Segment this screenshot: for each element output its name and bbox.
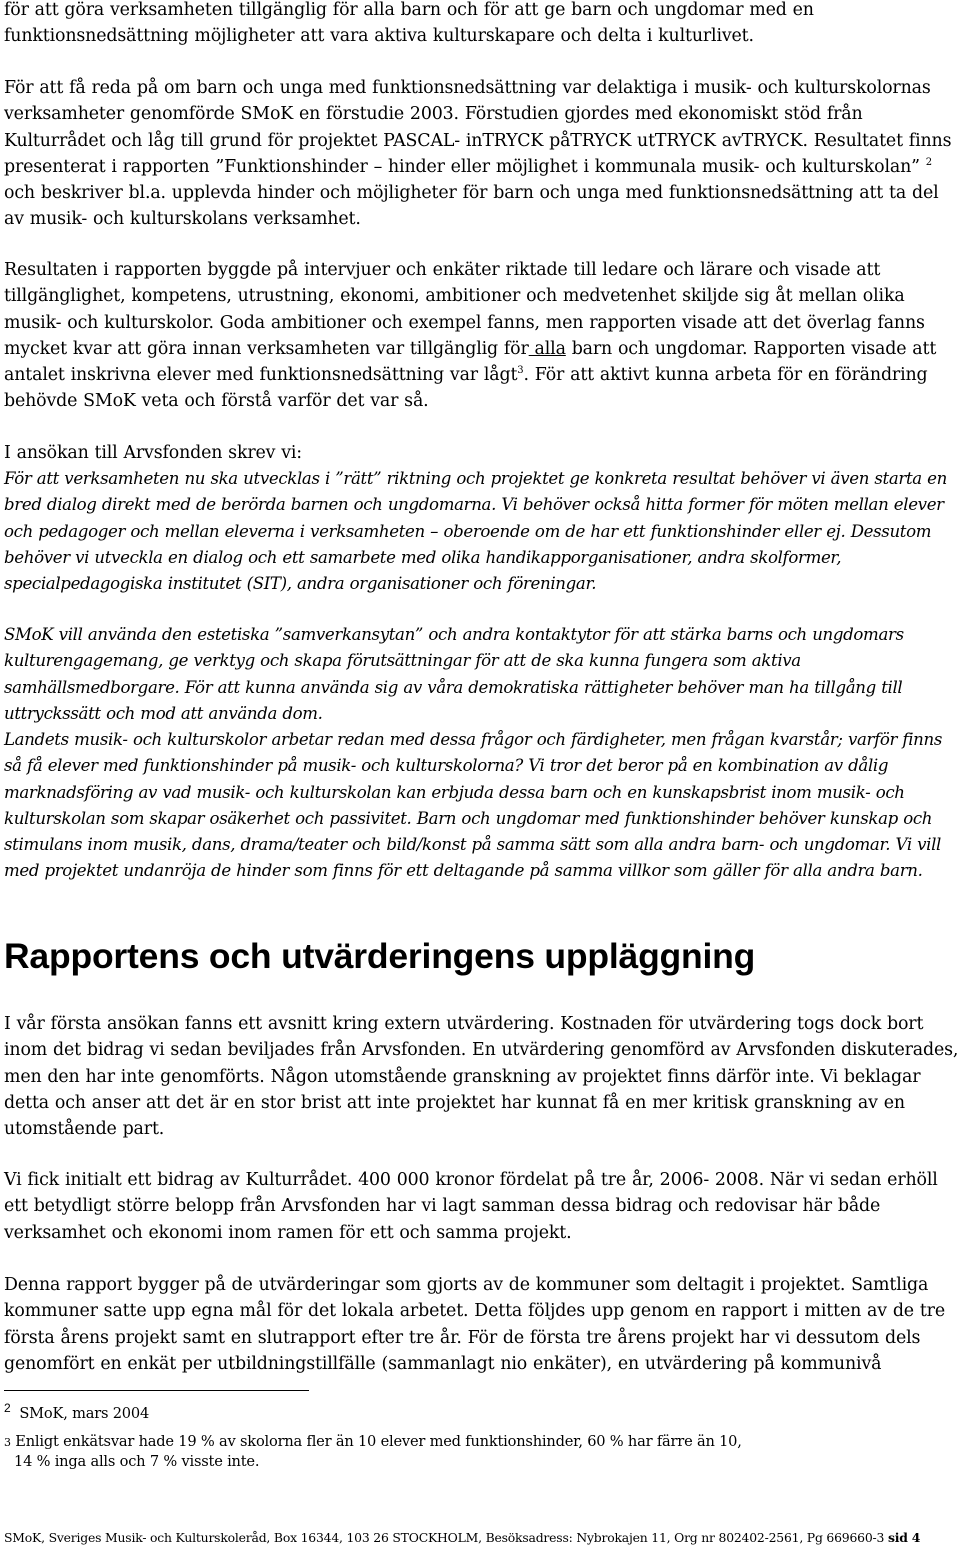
paragraph-rapport: Denna rapport bygger på de utvärderingar som gjorts av de kommuner som deltagit i projektet. Samtliga kommuner satte upp egna mål för det lokala arbetet. Detta följdes upp genom en rapport i mitten av de tre första årens projekt samt en slutrapport efter tre år. För de första tre årens projekt har vi dessutom dels genomfört en enkät per utbildningstillfälle (sammanlagt nio enkäter), en utvärdering på kommunivå: [4, 1275, 945, 1374]
paragraph-text: och beskriver bl.a. upplevda hinder och möjligheter för barn och unga med funktionsnedsättning att ta del av musik- och kulturskolans verksamhet.: [4, 183, 939, 230]
text-line: för att göra verksamheten tillgänglig för alla barn och för att ge barn och ungdomar med en: [4, 0, 814, 20]
paragraph-intro: [4, 0, 960, 50]
footnote-ref-2: 2: [925, 157, 932, 169]
footnote-text: SMoK, mars 2004: [19, 1405, 150, 1422]
underlined-word: alla: [528, 338, 566, 359]
paragraph-bidrag: Vi fick initialt ett bidrag av Kulturrådet. 400 000 kronor fördelat på tre år, 2006- 2008. När vi sedan erhöll ett betydligt större belopp från Arvsfonden har vi lagt samman dessa bidrag och redovisar här både verksamhet och ekonomi inom ramen för ett och samma projekt.: [4, 1170, 938, 1243]
footnote-2: [4, 1402, 149, 1425]
footnote-mark: 2: [4, 1401, 11, 1416]
paragraph-text: Resultaten i rapporten byggde på intervjuer och enkäter riktade till ledare och lärare och visade att tillgänglighet, kompetens, utrustning, ekonomi, ambitioner och medvetenhet skiljde sig åt mellan olika musik- och kulturskolor. Goda ambitioner och exempel fanns, men rapporten visade att det överlag fanns mycket kvar att göra innan verksamheten var tillgänglig för: [4, 260, 925, 359]
quote-samverkansytan: SMoK vill använda den estetiska ”samverkansytan” och andra kontaktytor för att stärka barns och ungdomars kulturengagemang, ge verktyg och skapa förutsättningar för att de ska kunna fungera som aktiva samhällsmedborgare. För att kunna använda sig av våra demokratiska rättigheter behöver man ha tillgång till uttryckssätt och mod att använda dom.: [4, 625, 904, 723]
quote-ansokan: För att verksamheten nu ska utvecklas i ”rätt” riktning och projektet ge konkreta resultat behöver vi även starta en bred dialog direkt med de berörda barnen och ungdomarna. Vi behöver också hitta former för möten mellan elever och pedagoger och mellan eleverna i verksamheten – oberoende om de har ett funktionshinder eller ej. Dessutom behöver vi utveckla en dialog och ett samarbete med olika handikapporganisationer, andra skolformer, specialpedagogiska institutet (SIT), andra organisationer och föreningar.: [4, 469, 947, 594]
page-number: sid 4: [887, 1530, 921, 1545]
paragraph-ansokan-intro: I ansökan till Arvsfonden skrev vi:: [4, 443, 302, 463]
paragraph-forstudie: [4, 75, 960, 233]
footnote-divider: [4, 1390, 309, 1391]
footnote-ref-3: 3: [517, 365, 524, 377]
paragraph-utvardering: I vår första ansökan fanns ett avsnitt kring extern utvärdering. Kostnaden för utvärdering togs dock bort inom det bidrag vi sedan beviljades från Arvsfonden. En utvärdering genomförd av Arvsfonden diskuterades, men den har inte genomförts. Någon utomstående granskning av projektet finns därför inte. Vi beklagar detta och anser att det är en stor brist att inte projektet har kunnat få en mer kritisk granskning av en utomstående part.: [4, 1014, 959, 1140]
footnote-3-continued: 14 % inga alls och 7 % visste inte.: [14, 1453, 260, 1470]
quote-landets: Landets musik- och kulturskolor arbetar redan med dessa frågor och färdigheter, men frågan kvarstår; varför finns så få elever med funktionshinder på musik- och kulturskolorna? Vi tror det beror på en kombination av dålig marknadsföring av vad musik- och kulturskolan kan erbjuda dessa barn och en kunskapsbrist inom musik- och kulturskolan som skapar osäkerhet och passivitet. Barn och ungdomar med funktionshinder behöver kunskap och stimulans inom musik, dans, drama/teater och bild/konst på samma sätt som alla andra barn- och ungdomar. Vi vill med projektet undanröja de hinder som finns för ett deltagande på samma villkor som gäller för alla andra barn.: [4, 730, 943, 881]
paragraph-text: . För att aktivt kunna arbeta för en förändring behövde SMoK veta och förstå varför det var så.: [4, 365, 928, 412]
text-line: funktionsnedsättning möjligheter att vara aktiva kulturskapare och delta i kulturlivet.: [4, 26, 754, 47]
footnote-mark: 3: [4, 1436, 11, 1449]
page-footer: [4, 1530, 920, 1545]
paragraph-resultaten: [4, 257, 960, 415]
paragraph-text: barn och ungdomar. Rapporten visade att antalet inskrivna elever med funktionsnedsättning var lågt: [4, 338, 937, 386]
paragraph-text: För att få reda på om barn och unga med funktionsnedsättning var delaktiga i musik- och kulturskolornas verksamheter genomförde SMoK en förstudie 2003. Förstudien gjordes med ekonomiskt stöd från Kulturrådet och låg till grund för projektet PASCAL- inTRYCK påTRYCK utTRYCK avTRYCK. Resultatet finns presenterat i rapporten ”Funktionshinder – hinder eller möjlighet i kommunala musik- och kulturskolan”: [4, 78, 952, 177]
section-heading: Rapportens och utvärderingens uppläggning: [4, 936, 756, 976]
footer-address: SMoK, Sveriges Musik- och Kulturskoleråd, Box 16344, 103 26 STOCKHOLM, Besöksadress: Nybrokajen 11, Org nr 802402-2561, Pg 669660-3: [4, 1530, 885, 1545]
footnote-text: Enligt enkätsvar hade 19 % av skolorna fler än 10 elever med funktionshinder, 60 % har färre än 10,: [15, 1433, 742, 1450]
